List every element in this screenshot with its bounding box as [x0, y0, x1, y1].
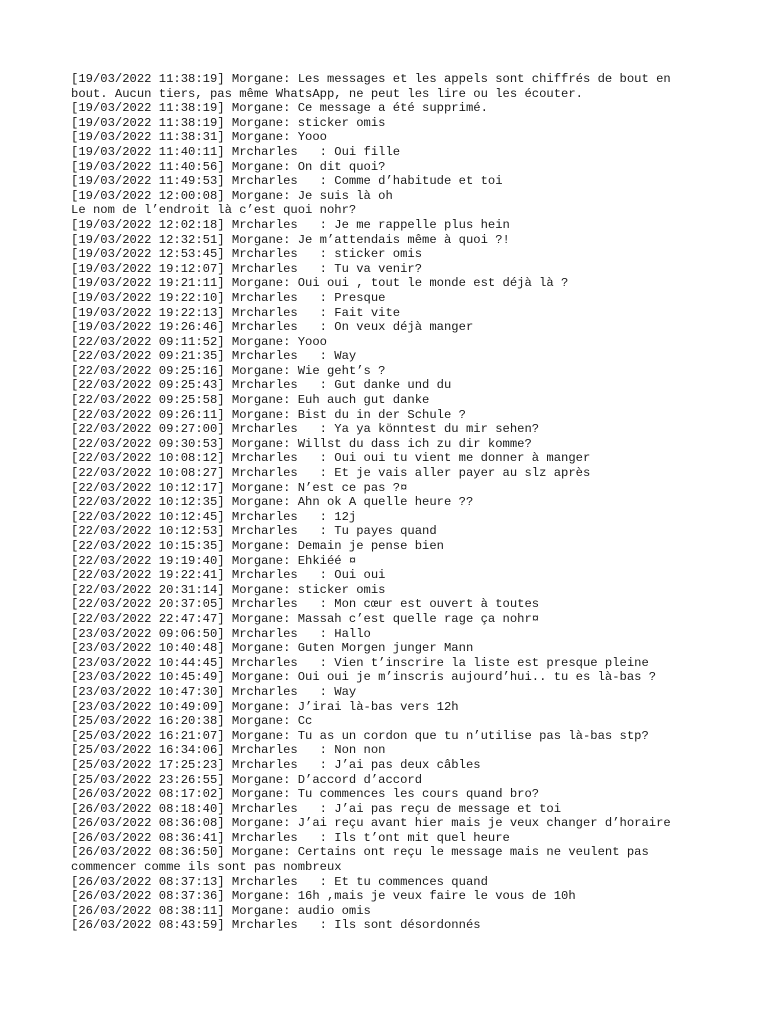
transcript-line: [22/03/2022 09:21:35] Mrcharles : Way	[71, 349, 357, 364]
transcript-line: [19/03/2022 11:49:53] Mrcharles : Comme d’habitude et toi	[71, 174, 503, 189]
transcript-line: [25/03/2022 17:25:23] Mrcharles : J’ai pas deux câbles	[71, 757, 481, 772]
transcript-line: [19/03/2022 11:40:56] Morgane: On dit quoi?	[71, 159, 386, 174]
transcript-line: [23/03/2022 10:47:30] Mrcharles : Way	[71, 684, 357, 699]
transcript-line: bout. Aucun tiers, pas même WhatsApp, ne peut les lire ou les écouter.	[71, 86, 583, 101]
transcript-line: commencer comme ils sont pas nombreux	[71, 860, 342, 875]
transcript-line: [22/03/2022 09:30:53] Morgane: Willst du dass ich zu dir komme?	[71, 436, 532, 451]
transcript-line: [22/03/2022 09:27:00] Mrcharles : Ya ya könntest du mir sehen?	[71, 422, 540, 437]
transcript-line: [22/03/2022 19:22:41] Mrcharles : Oui oui	[71, 568, 386, 583]
transcript-line: [25/03/2022 16:34:06] Mrcharles : Non non	[71, 743, 386, 758]
transcript-line: [19/03/2022 11:40:11] Mrcharles : Oui fille	[71, 144, 401, 159]
transcript-line: [19/03/2022 19:22:10] Mrcharles : Presque	[71, 290, 386, 305]
transcript-line: [23/03/2022 10:44:45] Mrcharles : Vien t’inscrire la liste est presque pleine	[71, 655, 649, 670]
transcript-line: [22/03/2022 19:19:40] Morgane: Ehkiéé ¤	[71, 553, 357, 568]
transcript-line: [19/03/2022 19:22:13] Mrcharles : Fait vite	[71, 305, 401, 320]
transcript-line: [22/03/2022 10:08:27] Mrcharles : Et je vais aller payer au slz après	[71, 466, 591, 481]
transcript-line: [19/03/2022 12:32:51] Morgane: Je m’attendais même à quoi ?!	[71, 232, 510, 247]
transcript-line: [19/03/2022 19:12:07] Mrcharles : Tu va venir?	[71, 261, 423, 276]
transcript-line: [22/03/2022 10:15:35] Morgane: Demain je pense bien	[71, 539, 444, 553]
transcript-line: [25/03/2022 16:20:38] Morgane: Cc	[71, 714, 313, 729]
transcript-line: [19/03/2022 12:53:45] Mrcharles : sticker omis	[71, 247, 423, 262]
transcript-line: [22/03/2022 10:12:53] Mrcharles : Tu payes quand	[71, 524, 437, 539]
transcript-line: [22/03/2022 10:08:12] Mrcharles : Oui oui tu vient me donner à manger	[71, 451, 591, 466]
transcript-line: [26/03/2022 08:37:13] Mrcharles : Et tu commences quand	[71, 874, 488, 889]
transcript-line: [19/03/2022 19:26:46] Mrcharles : On veux déjà manger	[71, 320, 474, 335]
transcript-line: [19/03/2022 11:38:19] Morgane: sticker omis	[71, 115, 386, 130]
transcript-line: [26/03/2022 08:36:08] Morgane: J’ai reçu avant hier mais je veux changer d’horaire	[71, 816, 671, 831]
transcript-line: [26/03/2022 08:37:36] Morgane: 16h ,mais je veux faire le vous de 10h	[71, 889, 576, 904]
transcript-line: [19/03/2022 11:38:19] Morgane: Les messages et les appels sont chiffrés de bout en	[71, 72, 671, 86]
transcript-line: [22/03/2022 20:31:14] Morgane: sticker omis	[71, 582, 386, 597]
transcript-line: [19/03/2022 11:38:31] Morgane: Yooo	[71, 130, 327, 145]
transcript-line: [22/03/2022 09:26:11] Morgane: Bist du in der Schule ?	[71, 407, 466, 422]
transcript-line: [25/03/2022 16:21:07] Morgane: Tu as un cordon que tu n’utilise pas là-bas stp?	[71, 728, 649, 743]
transcript-line: [19/03/2022 12:02:18] Mrcharles : Je me rappelle plus hein	[71, 217, 510, 232]
chat-transcript	[71, 72, 761, 933]
transcript-line: [26/03/2022 08:18:40] Mrcharles : J’ai pas reçu de message et toi	[71, 801, 562, 816]
transcript-line: Le nom de l’endroit là c’est quoi nohr?	[71, 203, 357, 218]
transcript-line: [26/03/2022 08:17:02] Morgane: Tu commences les cours quand bro?	[71, 787, 540, 802]
transcript-line: [22/03/2022 10:12:35] Morgane: Ahn ok A quelle heure ??	[71, 495, 474, 510]
transcript-line: [22/03/2022 22:47:47] Morgane: Massah c’est quelle rage ça nohr¤	[71, 611, 540, 626]
transcript-line: [22/03/2022 10:12:17] Morgane: N’est ce pas ?¤	[71, 480, 408, 495]
transcript-line: [22/03/2022 09:25:43] Mrcharles : Gut danke und du	[71, 378, 452, 393]
transcript-line: [19/03/2022 11:38:19] Morgane: Ce message a été supprimé.	[71, 101, 488, 116]
transcript-line: [22/03/2022 09:25:16] Morgane: Wie geht’s ?	[71, 363, 386, 378]
transcript-line: [26/03/2022 08:36:41] Mrcharles : Ils t’ont mit quel heure	[71, 830, 510, 845]
transcript-line: [25/03/2022 23:26:55] Morgane: D’accord d’accord	[71, 772, 423, 787]
transcript-line: [23/03/2022 10:40:48] Morgane: Guten Morgen junger Mann	[71, 641, 474, 656]
transcript-line: [22/03/2022 09:25:58] Morgane: Euh auch gut danke	[71, 393, 430, 408]
transcript-line: [23/03/2022 10:49:09] Morgane: J’irai là-bas vers 12h	[71, 699, 459, 714]
transcript-line: [22/03/2022 20:37:05] Mrcharles : Mon cœur est ouvert à toutes	[71, 597, 540, 612]
transcript-line: [26/03/2022 08:43:59] Mrcharles : Ils sont désordonnés	[71, 918, 481, 933]
transcript-line: [23/03/2022 10:45:49] Morgane: Oui oui je m’inscris aujourd’hui.. tu es là-bas ?	[71, 670, 657, 685]
transcript-line: [26/03/2022 08:38:11] Morgane: audio omis	[71, 903, 371, 918]
transcript-line: [19/03/2022 12:00:08] Morgane: Je suis là oh	[71, 188, 393, 203]
transcript-line: [22/03/2022 09:11:52] Morgane: Yooo	[71, 334, 327, 349]
transcript-line: [26/03/2022 08:36:50] Morgane: Certains ont reçu le message mais ne veulent pas	[71, 845, 649, 860]
transcript-line: [23/03/2022 09:06:50] Mrcharles : Hallo	[71, 626, 371, 641]
transcript-line: [22/03/2022 10:12:45] Mrcharles : 12j	[71, 509, 357, 524]
transcript-line: [19/03/2022 19:21:11] Morgane: Oui oui , tout le monde est déjà là ?	[71, 276, 569, 291]
